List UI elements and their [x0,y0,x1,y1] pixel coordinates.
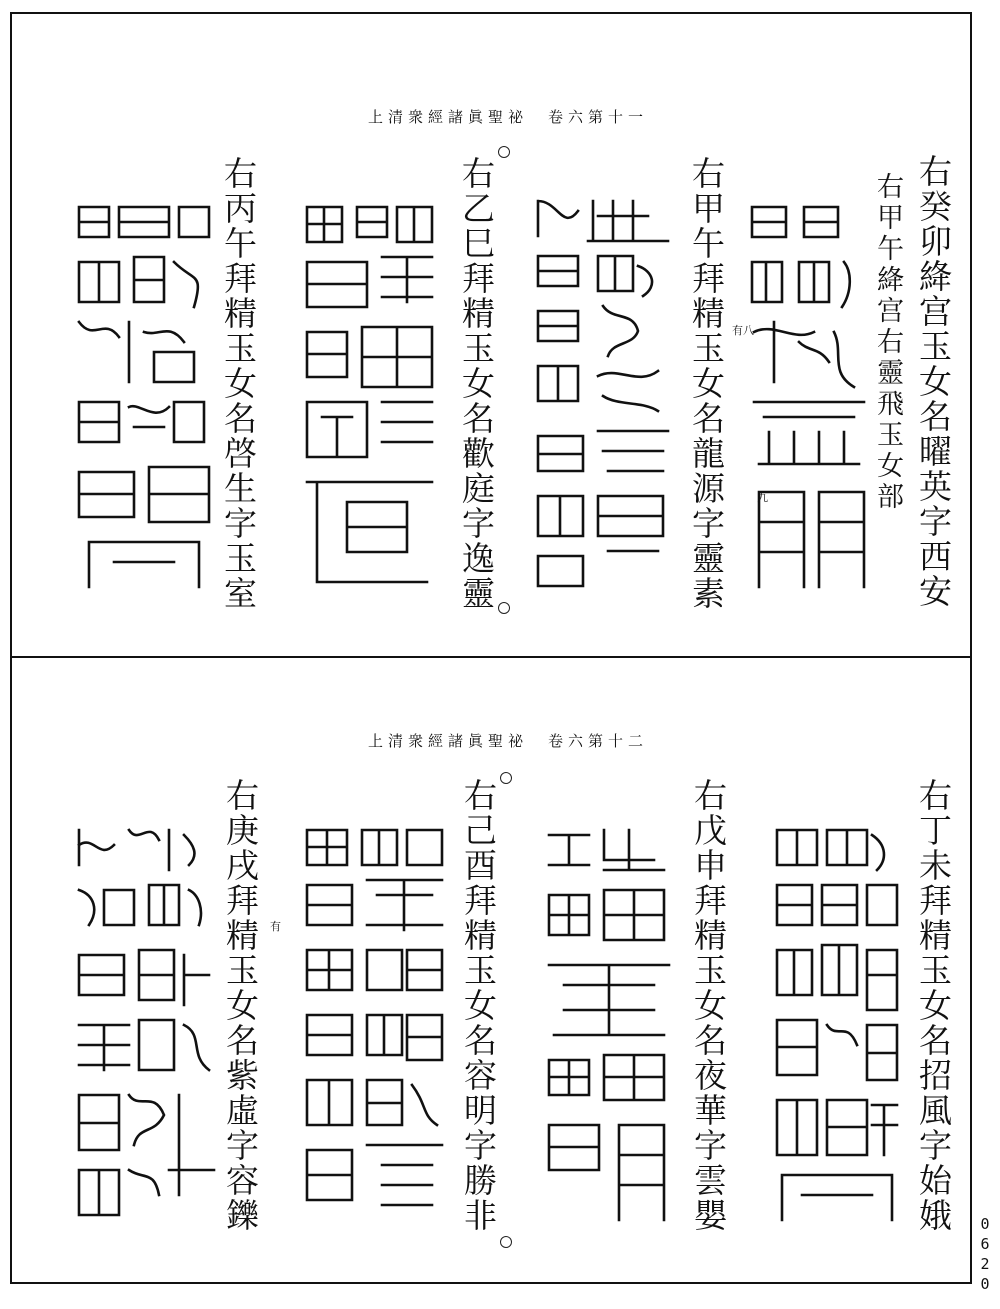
text-column: 右乙巳拜精玉女名歡庭字逸靈 [457,156,496,611]
folio-top [12,14,970,644]
folio-bottom [12,660,970,1290]
page-number: 0620 [976,1215,994,1295]
text-column: 右戊申拜精玉女名夜華字雲嬰 [689,778,728,1233]
circle-mark [498,602,510,614]
seal-script-column [744,202,874,597]
seal-script-column [528,196,678,591]
page-frame [10,12,972,1284]
seal-script-column [74,825,219,1225]
text-column: 右癸卯絳宫玉女名曜英字西安 [914,154,953,609]
folio-divider [12,656,970,658]
text-column: 右庚戌拜精玉女名紫虛字容鑠 [221,778,260,1233]
circle-mark [500,772,512,784]
folio-header-bottom: 上清衆經諸眞聖祕 卷六第十二 [368,732,649,750]
text-column: 右甲午絳宫右靈飛玉女部 [872,172,903,513]
folio-header-top: 上清衆經諸眞聖祕 卷六第十一 [368,108,649,126]
text-column: 右甲午拜精玉女名龍源字靈素 [687,156,726,611]
marginal-note: 九 [757,491,768,504]
seal-script-column [74,202,214,597]
circle-mark [500,1236,512,1248]
seal-script-column [302,202,437,597]
text-column: 右己酉拜精玉女名容明字勝非 [459,778,498,1233]
text-column: 右丁未拜精玉女名招風字始娥 [914,778,953,1233]
marginal-note: 有八 [732,324,754,337]
seal-script-column [544,825,674,1225]
circle-mark [498,146,510,158]
marginal-note: 有 [270,920,281,933]
seal-script-column [772,825,902,1225]
text-column: 右丙午拜精玉女名啓生字玉室 [219,156,258,611]
seal-script-column [302,825,447,1225]
